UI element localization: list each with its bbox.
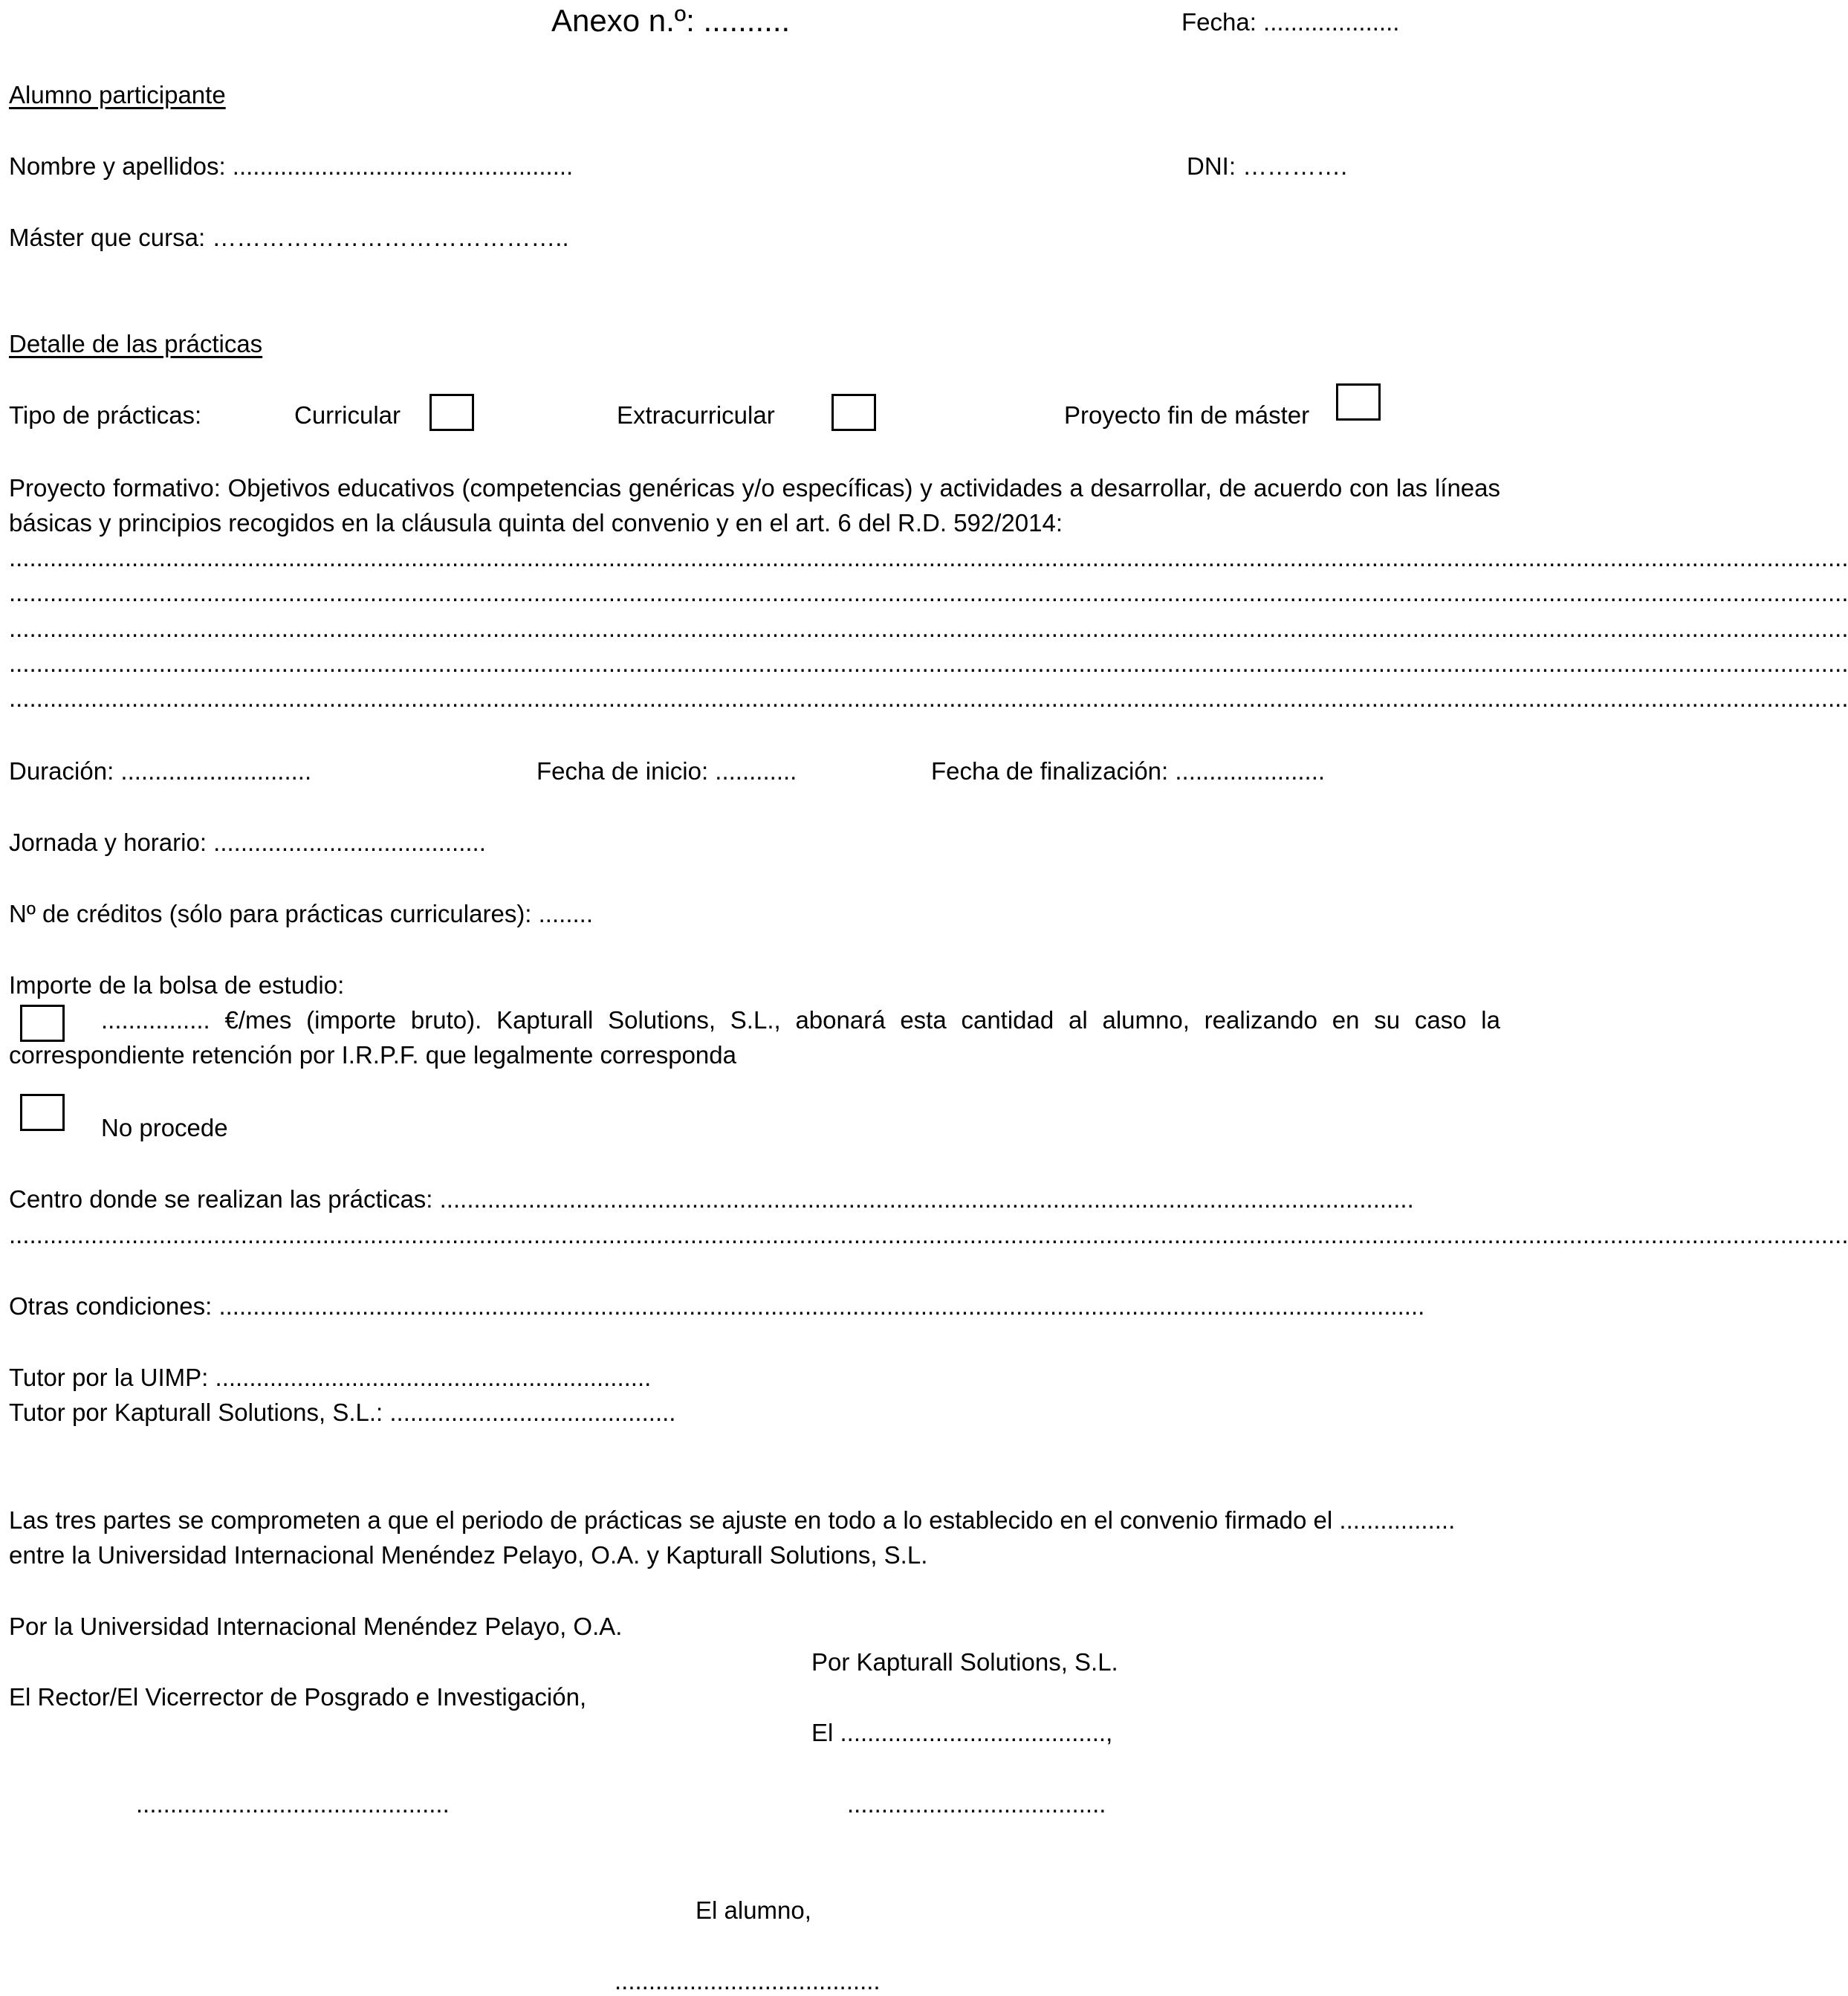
company-signatory: Por Kapturall Solutions, S.L. <box>811 1648 1118 1676</box>
option-curricular-label: Curricular <box>294 401 401 429</box>
dotted-line: .............................................................................................................................................................................................................................................................................. <box>9 579 1848 606</box>
scholarship-label: Importe de la bolsa de estudio: <box>9 971 345 999</box>
duration-field: Duración: ............................ <box>9 757 312 785</box>
student-heading: Alumno participante <box>9 81 226 108</box>
option-extracurricular-label: Extracurricular <box>617 401 775 429</box>
checkbox-curricular[interactable] <box>429 394 474 431</box>
dotted-line: .............................................................................................................................................................................................................................................................................. <box>9 615 1848 642</box>
checkbox-extracurricular[interactable] <box>831 394 876 431</box>
uimp-tutor-field: Tutor por la UIMP: ................................................................ <box>9 1364 652 1391</box>
details-heading: Detalle de las prácticas <box>9 330 263 357</box>
student-name-field: Nombre y apellidos: .................................................. <box>9 152 574 180</box>
date-field: Fecha: .................... <box>1181 8 1400 36</box>
annex-number: Anexo n.º: .......... <box>551 3 791 38</box>
training-project-text: Proyecto formativo: Objetivos educativos (competencias genéricas y/o específicas) y actividades a desarrollar, de acuerdo con las líneas básicas y principios recogidos en la cláusula quinta del convenio y en el art. 6 del R.D. 592/2014: <box>9 474 1500 537</box>
start-date-field: Fecha de inicio: ............ <box>536 757 797 785</box>
scholarship-text: ................ €/mes (importe bruto). Kapturall Solutions, S.L., abonará esta cantidad al alumno, realizando en su caso la correspondiente retención por I.R.P.F. que legalmente corresponda <box>9 1006 1500 1069</box>
checkbox-final-project[interactable] <box>1336 383 1381 421</box>
master-field: Máster que cursa: …………………………………….. <box>9 224 569 251</box>
company-tutor-field: Tutor por Kapturall Solutions, S.L.: .......................................... <box>9 1399 676 1426</box>
dotted-line: .............................................................................................................................................................................................................................................................................. <box>9 544 1848 571</box>
schedule-field: Jornada y horario: ........................................ <box>9 829 486 856</box>
end-date-field: Fecha de finalización: ...................... <box>931 757 1326 785</box>
company-signature-line: ...................................... <box>847 1790 1106 1818</box>
checkbox-not-applicable[interactable] <box>20 1094 65 1131</box>
dotted-line: .............................................................................................................................................................................................................................................................................. <box>9 684 1848 712</box>
commitment-line-2: entre la Universidad Internacional Menéndez Pelayo, O.A. y Kapturall Solutions, S.L. <box>9 1541 928 1569</box>
student-signature-line: ....................................... <box>615 1967 881 1995</box>
dni-field: DNI: …………. <box>1187 152 1348 180</box>
dotted-line: .............................................................................................................................................................................................................................................................................. <box>9 649 1848 677</box>
other-conditions-field: Otras condiciones: ................................................................................................................................................................................. <box>9 1292 1425 1320</box>
dotted-line: .............................................................................................................................................................................................................................................................................. <box>9 1221 1848 1248</box>
practice-type-label: Tipo de prácticas: <box>9 401 202 429</box>
rector-title: El Rector/El Vicerrector de Posgrado e Investigación, <box>9 1683 587 1711</box>
center-field: Centro donde se realizan las prácticas: ............................................................................................................................................... <box>9 1185 1414 1213</box>
student-signatory: El alumno, <box>696 1896 811 1924</box>
uimp-signatory: Por la Universidad Internacional Menéndez Pelayo, O.A. <box>9 1613 623 1640</box>
uimp-signature-line: .............................................. <box>136 1790 450 1818</box>
option-final-project-label: Proyecto fin de máster <box>1064 401 1310 429</box>
credits-field: Nº de créditos (sólo para prácticas curriculares): ........ <box>9 900 593 927</box>
commitment-line-1: Las tres partes se comprometen a que el periodo de prácticas se ajuste en todo a lo establecido en el convenio firmado el ................. <box>9 1506 1456 1534</box>
not-applicable-label: No procede <box>101 1114 228 1141</box>
company-representative: El ......................................., <box>811 1719 1113 1746</box>
